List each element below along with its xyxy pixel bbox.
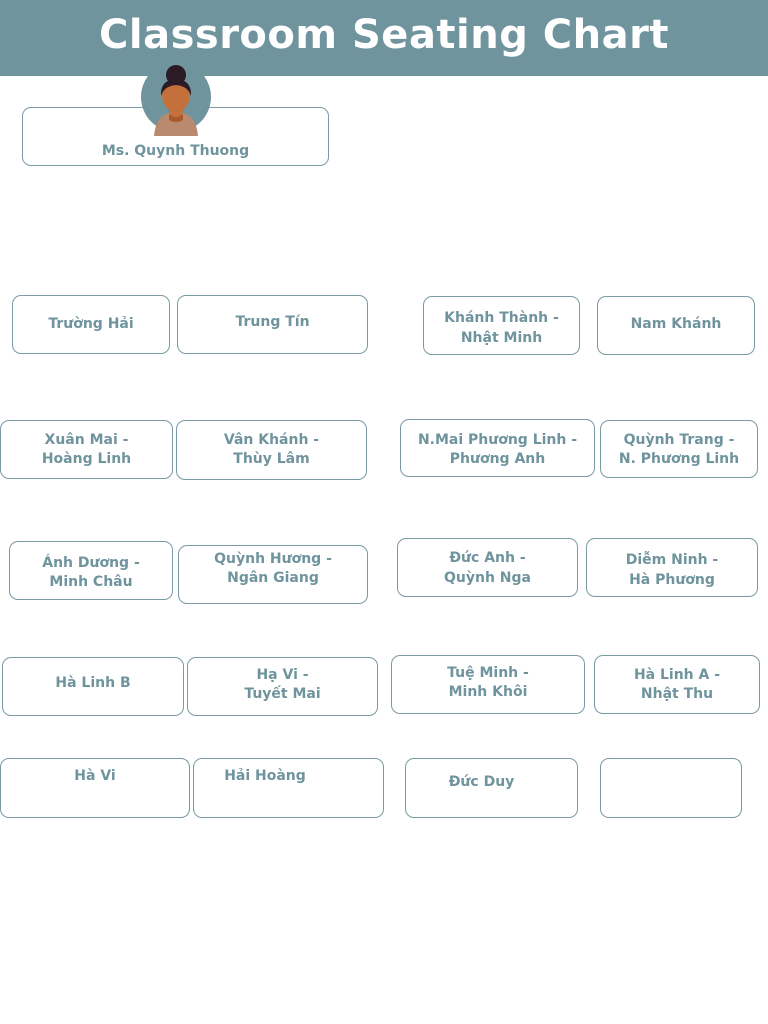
seat-label-line1: Ánh Dương - (42, 555, 140, 571)
seat-ha-vi (0, 758, 190, 818)
seat-label-line2: Hoàng Linh (41, 451, 132, 467)
seat-label-line1: Quỳnh Hương - (214, 551, 332, 567)
seat-khanh-thanh-nhat-minh (423, 296, 580, 355)
seat-label-line1: Đức Anh - (449, 550, 526, 566)
seat-ha-vi-tuyet-mai (187, 657, 378, 716)
seat-label-line1: Xuân Mai - (44, 432, 129, 448)
seat-n-mai-phuong-linh-phuong-anh (400, 419, 595, 477)
seat-xuan-mai-hoang-linh (0, 420, 173, 479)
seat-label: Hà Vi (74, 768, 116, 784)
seat-label-line2: N. Phương Linh (618, 451, 740, 467)
teacher-name: Ms. Quynh Thuong (101, 143, 250, 159)
seat-ha-linh-a-nhat-thu (594, 655, 760, 714)
seat-label-line2: Quỳnh Nga (444, 570, 531, 586)
seat-diem-ninh-ha-phuong (586, 538, 758, 597)
teacher-avatar-icon (139, 62, 213, 138)
seat-anh-duong-minh-chau (9, 541, 173, 600)
seat-trung-tin (177, 295, 368, 354)
seat-label: Hà Linh B (55, 675, 131, 691)
seat-hai-hoang (193, 758, 384, 818)
seat-label-line1: Hạ Vi - (256, 667, 309, 683)
seat-label-line2: Thùy Lâm (233, 451, 310, 467)
seat-label-line2: Minh Khôi (448, 684, 528, 700)
page-title: Classroom Seating Chart (99, 12, 669, 58)
seat-label-line2: Tuyết Mai (244, 686, 321, 702)
seat-label: Nam Khánh (630, 316, 722, 332)
seat-label-line1: Vân Khánh - (223, 432, 320, 448)
seat-van-khanh-thuy-lam (176, 420, 367, 480)
seat-tue-minh-minh-khoi (391, 655, 585, 714)
seat-empty (600, 758, 742, 818)
seat-quynh-trang-n-phuong-linh (600, 420, 758, 478)
seat-label-line2: Nhật Thu (640, 686, 714, 702)
seat-label-line2: Minh Châu (49, 574, 133, 590)
seat-label-line1: Tuệ Minh - (447, 665, 529, 681)
seat-nam-khanh (597, 296, 755, 355)
seat-label-line1: Hà Linh A - (633, 667, 721, 683)
seat-label-line2: Phương Anh (449, 451, 546, 467)
seat-label: Trung Tín (235, 314, 310, 330)
seat-label-line1: Quỳnh Trang - (623, 432, 735, 448)
seat-label-line2: Ngân Giang (227, 570, 319, 586)
seat-truong-hai (12, 295, 170, 354)
seat-label: Đức Duy (448, 774, 515, 790)
seat-duc-anh-quynh-nga (397, 538, 578, 597)
seat-label-line1: Diễm Ninh - (625, 552, 719, 568)
seat-label: Trường Hải (48, 316, 134, 332)
seat-label-line1: N.Mai Phương Linh - (417, 432, 578, 448)
seat-duc-duy (405, 758, 578, 818)
seat-label-line2: Hà Phương (629, 572, 715, 588)
seat-ha-linh-b (2, 657, 184, 716)
seat-quynh-huong-ngan-giang (178, 545, 368, 604)
seat-label: Hải Hoàng (224, 768, 306, 784)
seat-label-line2: Nhật Minh (460, 330, 543, 346)
seat-label-line1: Khánh Thành - (444, 310, 559, 326)
